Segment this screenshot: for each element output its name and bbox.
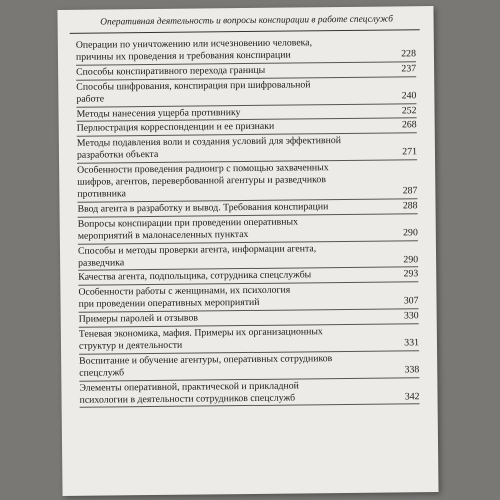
header-rule xyxy=(70,29,420,34)
toc-entry-title: работе xyxy=(76,93,105,105)
toc-entry-title: Особенности проведения радиоигр с помощью захваченных xyxy=(77,162,329,176)
toc-entry xyxy=(79,325,419,354)
toc-leader xyxy=(311,277,401,278)
toc-entry-title: Теневая экономика, мафия. Примеры их организационных xyxy=(78,326,323,340)
toc-entry xyxy=(77,161,417,202)
toc-leader xyxy=(248,235,401,237)
toc-entry-line xyxy=(76,63,416,78)
toc-leader xyxy=(274,128,400,129)
toc-page-number: 271 xyxy=(402,146,418,158)
toc-entry-line xyxy=(77,146,417,161)
toc-entry-title: Ввод агента в разработку и вывод. Требования конспирации xyxy=(77,201,329,215)
toc-leader xyxy=(328,208,400,209)
book-page xyxy=(57,6,438,496)
toc-entry-line xyxy=(77,120,417,135)
toc-entry-title: Вопросы конспирации при проведении оперативных xyxy=(77,216,299,230)
toc-entry-title: Способы конспиративного перехода границы xyxy=(76,64,266,78)
toc-leader xyxy=(291,56,400,57)
toc-entry-line xyxy=(79,337,419,352)
toc-entry-title: Особенности работы с женщинами, их психология xyxy=(78,284,291,299)
toc-entry-title: Способы и методы проверки агента, информации агента, xyxy=(77,242,317,257)
toc-leader xyxy=(158,155,400,158)
toc-entry-title: Примеры паролей и отзывов xyxy=(78,312,199,325)
toc-entry-title: шифров, агентов, перевербованной агентуры и разведчиков xyxy=(77,174,326,188)
toc-entry xyxy=(79,352,419,381)
toc-entry-title: противника xyxy=(77,188,126,200)
toc-entry xyxy=(78,284,418,313)
toc-entry-line xyxy=(78,295,418,310)
toc-leader xyxy=(124,372,402,375)
toc-entry xyxy=(78,215,418,244)
toc-entry-title: Воспитание и обучение агентуры, оперативных сотрудников xyxy=(79,352,333,367)
toc-entry-title: Перлюстрация корреспонденции и ее признаки xyxy=(76,121,275,135)
toc-page-number: 268 xyxy=(401,119,417,131)
toc-entry xyxy=(79,379,419,408)
running-head: Оперативная деятельность и вопросы конспирации в работе спецслужб xyxy=(100,14,393,28)
toc-page-number: 342 xyxy=(404,390,420,402)
toc-page-number: 331 xyxy=(404,337,420,349)
toc-page-number: 293 xyxy=(403,268,419,280)
toc-entry-line xyxy=(78,269,418,284)
toc-page-number: 287 xyxy=(402,185,418,197)
toc-entry xyxy=(78,242,418,271)
toc-entry-line xyxy=(79,391,419,406)
toc-entry-line xyxy=(78,227,418,242)
table-of-contents xyxy=(76,36,420,409)
toc-entry xyxy=(77,135,417,164)
toc-entry-line xyxy=(76,105,416,120)
toc-entry-title: причины их проведения и требования конспирации xyxy=(75,49,291,63)
toc-leader xyxy=(182,345,402,347)
toc-entry-title: разработки объекта xyxy=(76,149,159,162)
toc-leader xyxy=(295,399,403,400)
toc-page-number: 252 xyxy=(401,104,417,116)
toc-entry-title: психологии в деятельности сотрудников спецслужб xyxy=(79,392,296,406)
toc-entry xyxy=(76,36,416,65)
toc-page-number: 288 xyxy=(402,200,418,212)
toc-entry-line xyxy=(79,310,419,325)
toc-leader xyxy=(126,193,401,196)
toc-entry-title: структур и деятельности xyxy=(78,339,183,352)
toc-leader xyxy=(265,71,399,72)
toc-leader xyxy=(241,113,400,115)
toc-leader xyxy=(260,304,402,305)
toc-leader xyxy=(124,262,401,265)
toc-entry-title: разведчика xyxy=(78,256,125,269)
toc-entry-title: Операции по уничтожению или исчезновению человека, xyxy=(75,37,313,51)
toc-page-number: 290 xyxy=(403,253,419,265)
toc-entry-line xyxy=(76,48,416,63)
toc-entry-title: Способы шифрования, конспирация при шифровальной xyxy=(76,79,311,93)
toc-entry-line xyxy=(77,200,417,215)
toc-page-number: 338 xyxy=(404,363,420,376)
toc-entry-title: спецслужб xyxy=(79,367,125,379)
toc-leader xyxy=(104,98,400,101)
toc-entry-title: при проведении оперативных мероприятий xyxy=(78,297,260,310)
toc-page-number: 228 xyxy=(401,48,417,60)
toc-page-number: 307 xyxy=(403,295,419,307)
toc-entry-title: Элементы оперативной, практической и прикладной xyxy=(79,380,299,394)
toc-entry xyxy=(76,78,416,107)
toc-entry-title: Методы подавления воли и создания условий для эффективной xyxy=(76,135,342,150)
toc-page-number: 237 xyxy=(401,63,417,75)
toc-page-number: 290 xyxy=(403,226,418,239)
toc-entry-title: мероприятий в малонаселенных пунктах xyxy=(77,228,249,242)
toc-page-number: 240 xyxy=(401,89,417,102)
toc-leader xyxy=(198,319,402,321)
toc-entry-title: Качества агента, подпольщика, сотрудника спецслужбы xyxy=(78,269,312,284)
toc-entry-title: Методы нанесения ущерба противнику xyxy=(76,106,241,120)
toc-page-number: 330 xyxy=(403,310,419,322)
